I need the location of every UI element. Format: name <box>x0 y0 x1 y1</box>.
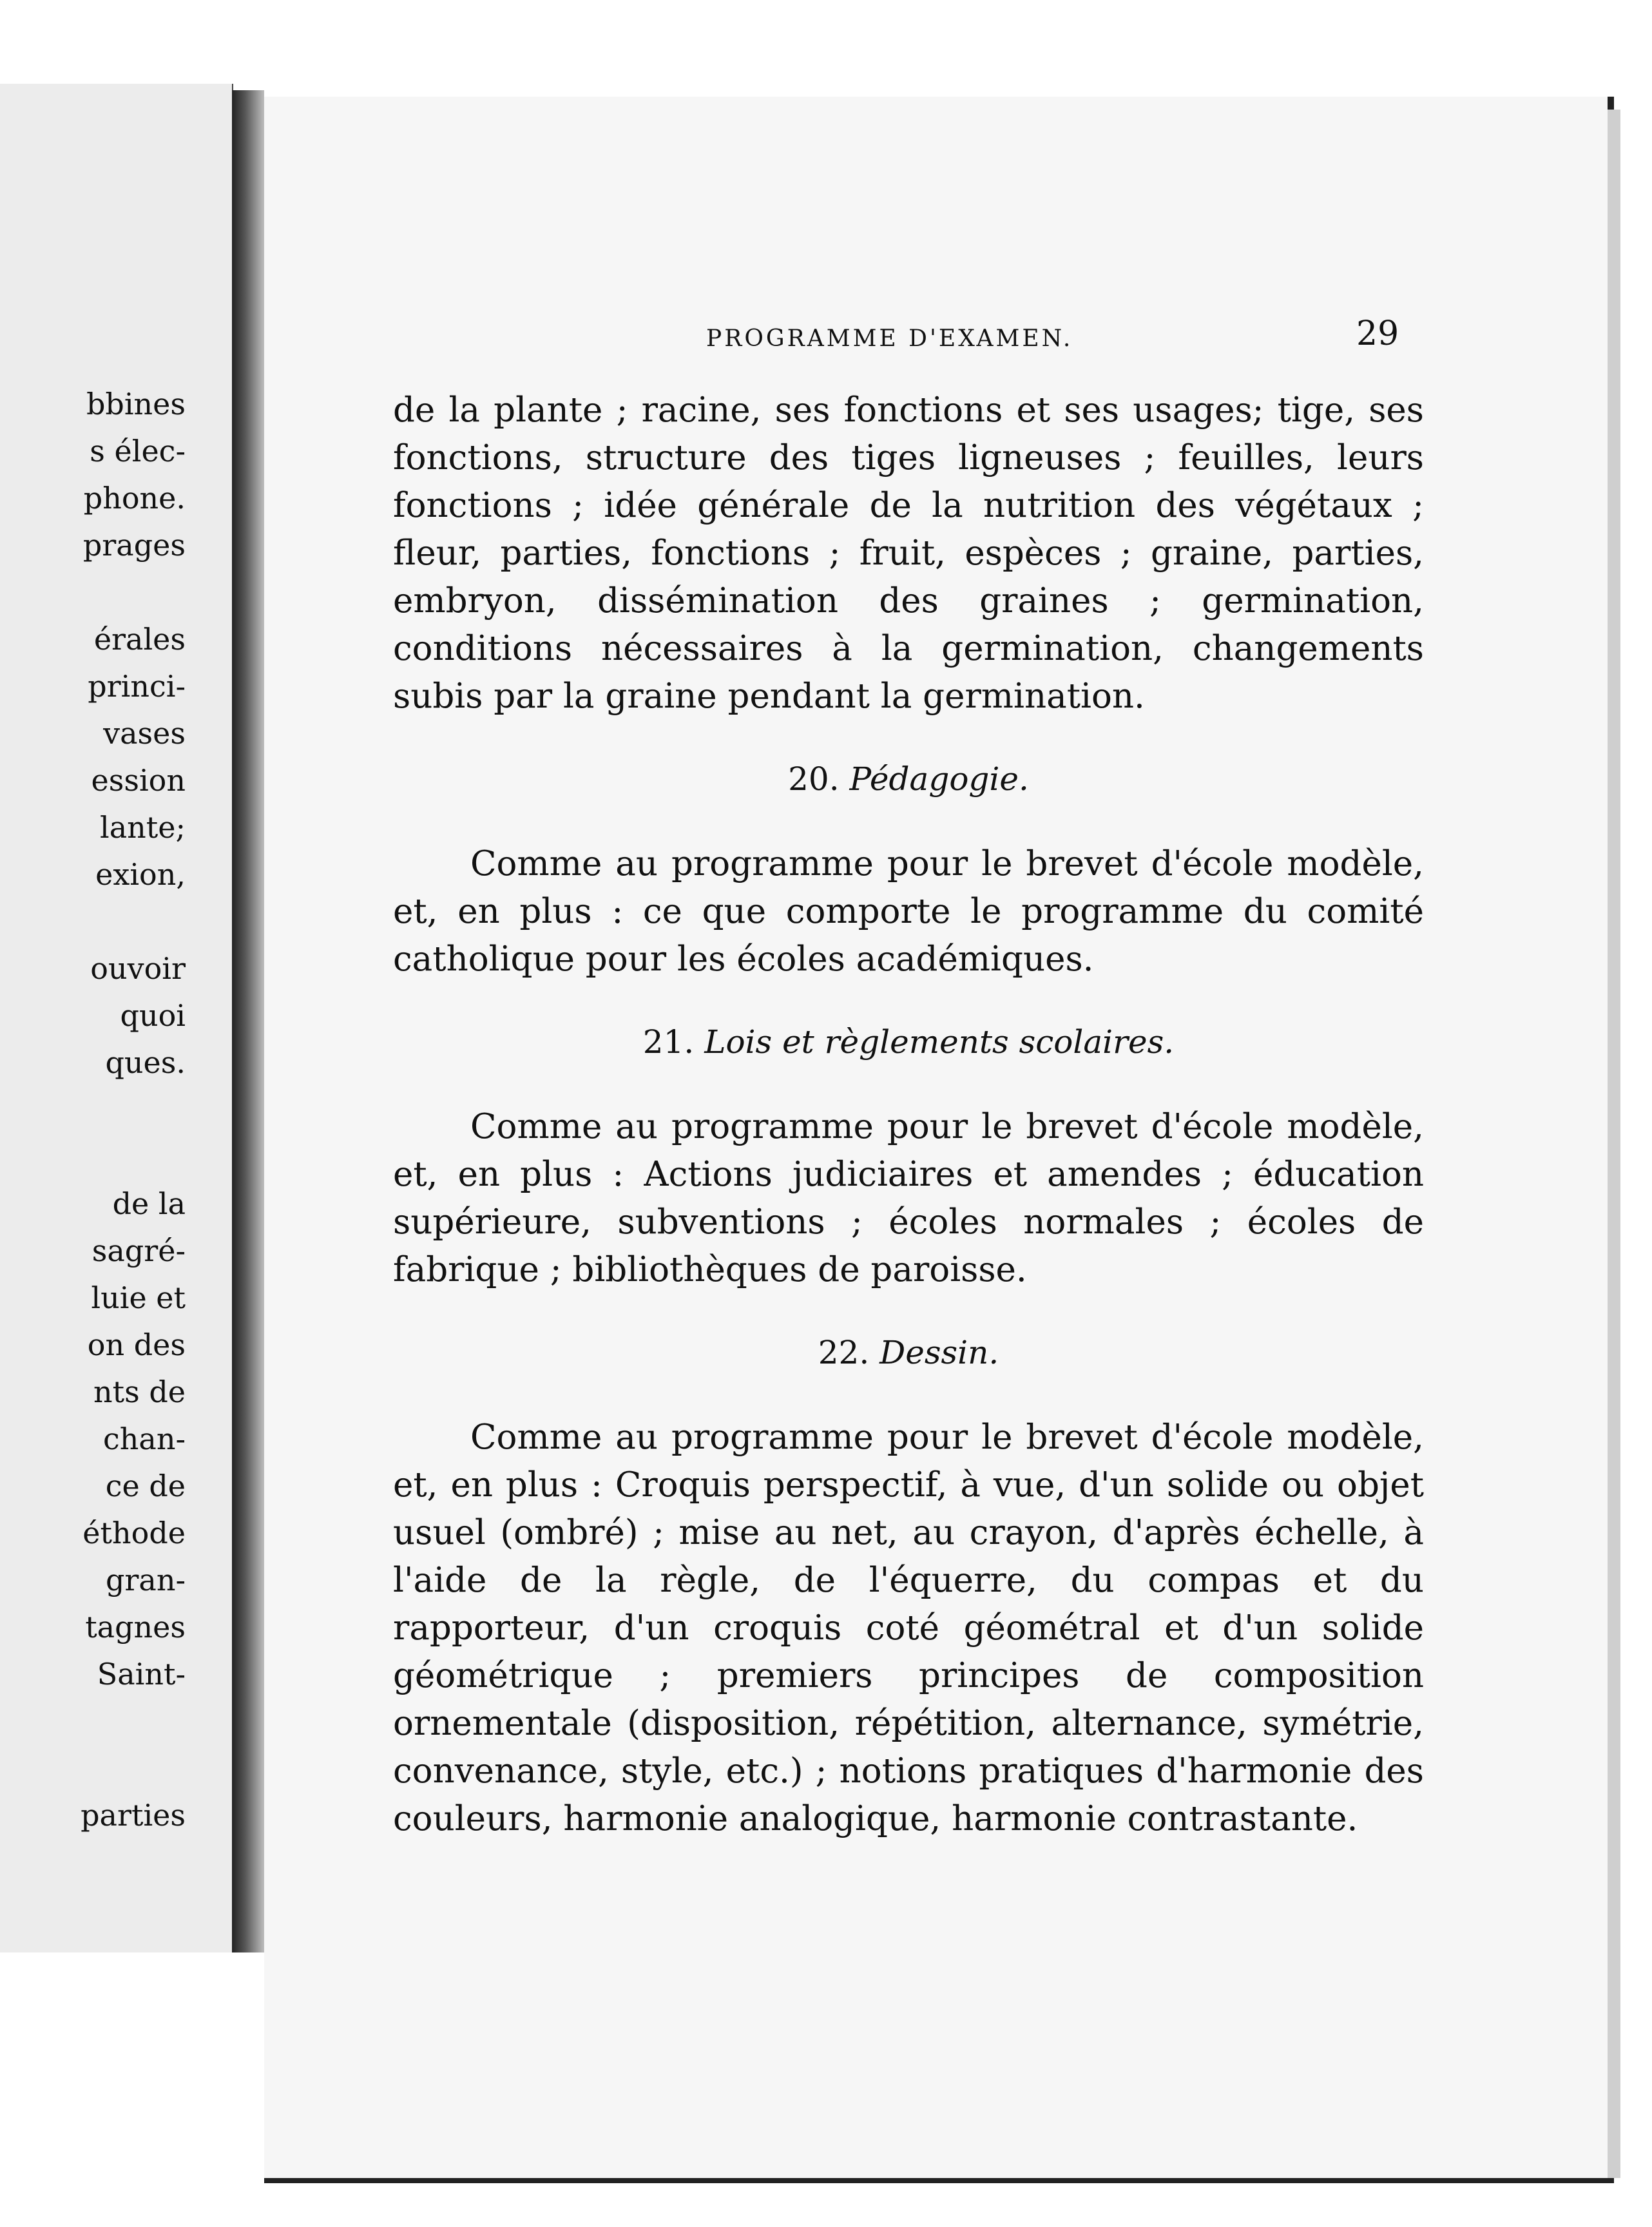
section-title-lois <box>393 1018 1424 1066</box>
left-page-line: ce de <box>105 1469 186 1503</box>
left-page-line: gran- <box>105 1563 186 1597</box>
left-page-line: éthode <box>82 1516 186 1550</box>
section-number: 21. <box>642 1023 695 1061</box>
section-name: Pédagogie. <box>849 760 1029 798</box>
section-number: 20. <box>788 760 840 798</box>
opening-paragraph: de la plante ; racine, ses fonctions et ses usages; tige, ses fonctions, structure des tiges ligneuses ; feuilles, leurs fonctions ; idée générale de la nutrition des végétaux ; fleur, parties, fonctions ; fruit, espèces ; graine, parties, embryon, dissémination des graines ; germination, conditions nécessaires à la germination, changements subis par la graine pendant la germination. <box>393 390 1424 716</box>
left-page-line: sagré- <box>91 1233 186 1268</box>
section-name: Lois et règlements scolaires. <box>704 1023 1175 1061</box>
section-title-dessin <box>393 1329 1424 1376</box>
left-page-line: luie et <box>91 1280 186 1315</box>
running-head: PROGRAMME D'EXAMEN. <box>706 325 1073 352</box>
left-page-line: princi- <box>88 669 186 704</box>
left-page-line: exion, <box>95 857 186 892</box>
left-page-line: on des <box>87 1327 186 1362</box>
left-page-line: érales <box>93 622 186 657</box>
left-page-line: nts de <box>93 1374 186 1409</box>
left-page-line: chan- <box>103 1422 186 1456</box>
left-page-line: Saint- <box>97 1657 186 1692</box>
left-page-line: tagnes <box>85 1610 186 1644</box>
section-text-lois: Comme au programme pour le brevet d'école modèle, et, en plus : Actions judiciaires et amendes ; éducation supérieure, subventions ; écoles normales ; écoles de fabrique ; bibliothèques de paroisse. <box>393 1107 1424 1289</box>
book-spine <box>232 90 264 1952</box>
section-name: Dessin. <box>879 1334 999 1371</box>
section-text-dessin: Comme au programme pour le brevet d'école modèle, et, en plus : Croquis perspectif, à vue, d'un solide ou objet usuel (ombré) ; mise au net, au crayon, d'après échelle, à l'aide de la règle, de l'équerre, du compas et du rapporteur, d'un croquis coté géométral et d'un solide géométrique ; premiers principes de composition ornementale (disposition, répétition, alternance, symétrie, convenance, style, etc.) ; notions pratiques d'harmonie des couleurs, harmonie analogique, harmonie contrastante. <box>393 1418 1424 1838</box>
left-page-line: ession <box>91 763 186 798</box>
left-page-line: s élec- <box>90 434 186 468</box>
left-page-line: bbines <box>86 387 186 421</box>
page-number: 29 <box>1356 314 1399 353</box>
left-page-line: quoi <box>120 998 186 1033</box>
left-page <box>0 84 233 1952</box>
left-page-line: prages <box>82 528 186 563</box>
left-page-line: parties <box>81 1798 186 1833</box>
left-page-line: de la <box>112 1186 186 1221</box>
left-page-line: ouvoir <box>90 951 186 986</box>
left-page-line: ques. <box>105 1045 186 1080</box>
section-title-pedagogie <box>393 755 1424 803</box>
left-page-line: phone. <box>83 481 186 516</box>
page-edge <box>1608 110 1620 2178</box>
section-text-pedagogie: Comme au programme pour le brevet d'école modèle, et, en plus : ce que comporte le programme du comité catholique pour les écoles académiques. <box>393 844 1424 979</box>
left-page-line: lante; <box>100 810 186 845</box>
page-body <box>393 387 1424 1843</box>
left-page-line: vases <box>103 716 186 751</box>
section-number: 22. <box>818 1334 870 1371</box>
